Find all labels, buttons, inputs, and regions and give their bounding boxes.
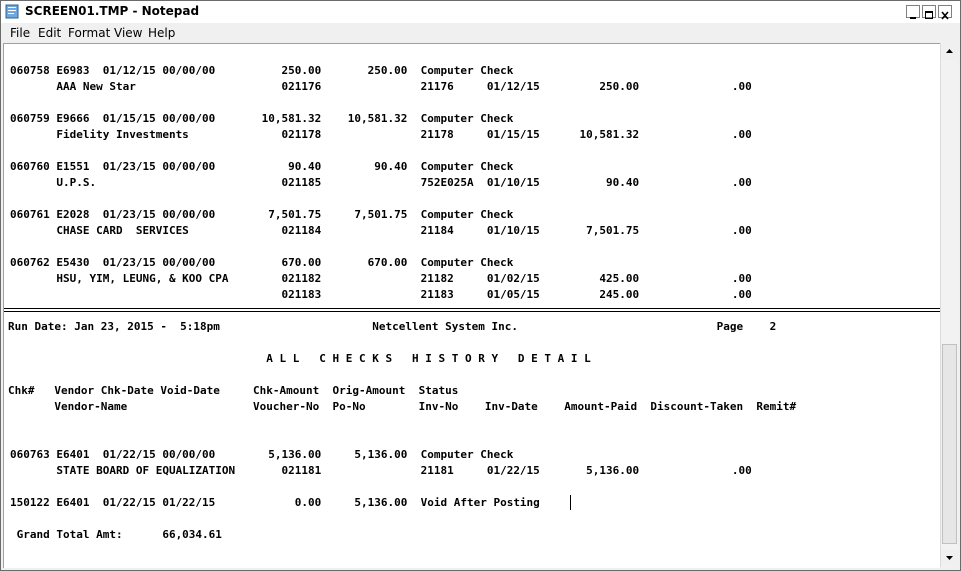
grand-total-line: Grand Total Amt: 66,034.61 <box>10 528 222 541</box>
notepad-icon <box>5 4 19 19</box>
menu-file[interactable]: File <box>10 26 31 40</box>
menu-format[interactable]: Format <box>68 26 111 40</box>
text-line: 060762 E5430 01/23/15 00/00/00 670.00 670.00 Computer Check <box>10 256 514 269</box>
text-line: U.P.S. 021185 752E025A 01/10/15 90.40 .00 <box>10 176 752 189</box>
report-heading: A L L C H E C K S H I S T O R Y D E T A I L <box>8 352 591 365</box>
vertical-scrollbar[interactable] <box>940 43 958 567</box>
text-line: HSU, YIM, LEUNG, & KOO CPA 021182 21182 01/02/15 425.00 .00 <box>10 272 752 285</box>
column-header-line: Vendor-Name Voucher-No Po-No Inv-No Inv-Date Amount-Paid Discount-Taken Remit# <box>8 400 797 413</box>
menu-help[interactable]: Help <box>148 26 176 40</box>
text-line: AAA New Star 021176 21176 01/12/15 250.00 .00 <box>10 80 752 93</box>
scroll-down-arrow-icon <box>941 549 958 566</box>
text-line: 060763 E6401 01/22/15 00/00/00 5,136.00 5,136.00 Computer Check <box>10 448 514 461</box>
text-line: 060761 E2028 01/23/15 00/00/00 7,501.75 7,501.75 Computer Check <box>10 208 514 221</box>
menu-view[interactable]: View <box>114 26 143 40</box>
text-line: STATE BOARD OF EQUALIZATION 021181 21181 01/22/15 5,136.00 .00 <box>10 464 752 477</box>
scroll-thumb[interactable] <box>942 344 957 544</box>
column-header-line: Chk# Vendor Chk-Date Void-Date Chk-Amount Orig-Amount Status <box>8 384 459 397</box>
text-line: 150122 E6401 01/22/15 01/22/15 0.00 5,136.00 Void After Posting <box>10 496 540 509</box>
scroll-up-button[interactable] <box>941 43 958 60</box>
separator-line <box>4 308 940 309</box>
text-line: CHASE CARD SERVICES 021184 21184 01/10/15 7,501.75 .00 <box>10 224 752 237</box>
close-icon <box>939 10 951 21</box>
minimize-icon <box>907 10 919 21</box>
scroll-up-arrow-icon <box>941 43 958 60</box>
text-line: Run Date: Jan 23, 2015 - 5:18pm Netcellent System Inc. Page 2 <box>8 320 777 333</box>
text-caret <box>570 495 571 510</box>
text-line: Fidelity Investments 021178 21178 01/15/15 10,581.32 .00 <box>10 128 752 141</box>
menu-bar <box>1 23 960 43</box>
minimize-button[interactable] <box>906 5 920 18</box>
text-line: 060758 E6983 01/12/15 00/00/00 250.00 250.00 Computer Check <box>10 64 514 77</box>
maximize-button[interactable] <box>922 5 936 18</box>
text-editor[interactable] <box>3 43 940 568</box>
text-line: 060760 E1551 01/23/15 00/00/00 90.40 90.40 Computer Check <box>10 160 514 173</box>
text-line: 021183 21183 01/05/15 245.00 .00 <box>10 288 752 301</box>
text-line: 060759 E9666 01/15/15 00/00/00 10,581.32 10,581.32 Computer Check <box>10 112 514 125</box>
maximize-icon <box>923 10 935 21</box>
separator-line <box>4 311 940 312</box>
close-button[interactable] <box>938 5 952 18</box>
title-bar[interactable] <box>1 1 960 23</box>
window-title: SCREEN01.TMP - Notepad <box>25 4 200 18</box>
scroll-down-button[interactable] <box>941 549 958 566</box>
menu-edit[interactable]: Edit <box>38 26 62 40</box>
